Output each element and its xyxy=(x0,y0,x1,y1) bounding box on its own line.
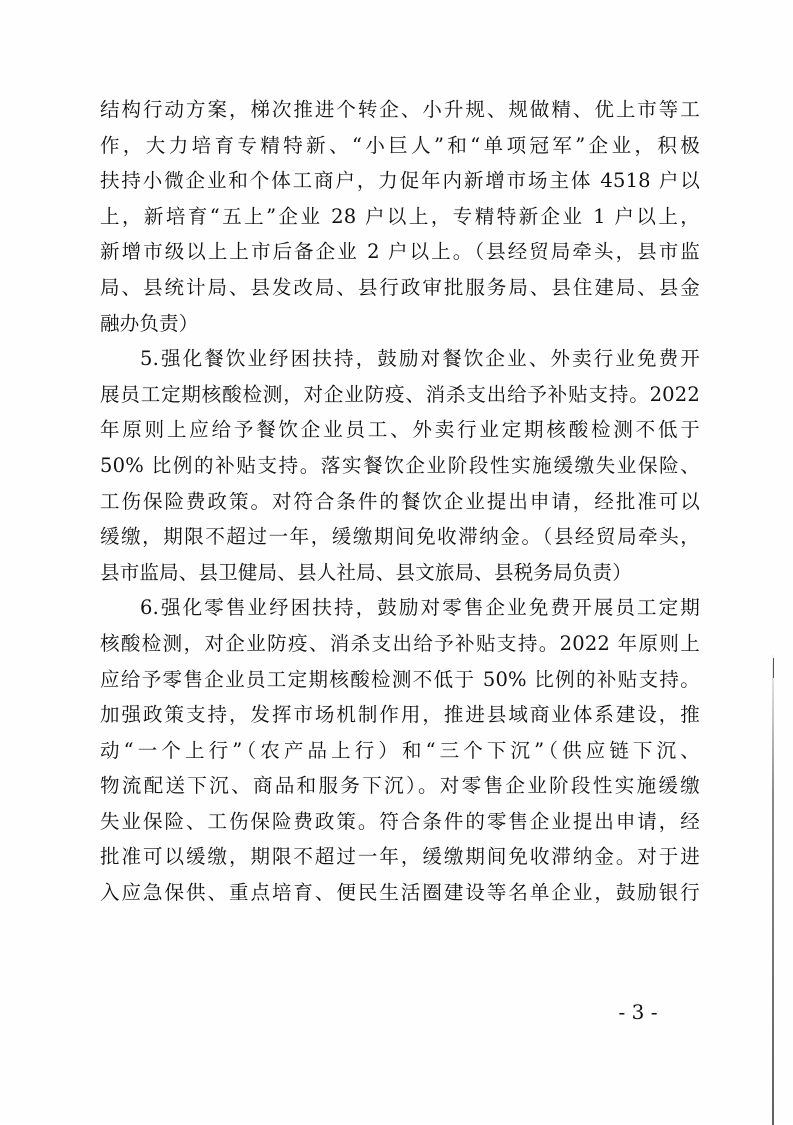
text-line: 扶持小微企业和个体工商户，力促年内新增市场主体 4518 户以 xyxy=(100,169,700,193)
text-line: 展员工定期核酸检测，对企业防疫、消杀支出给予补贴支持。2022 xyxy=(100,382,700,406)
text-line: 批准可以缓缴，期限不超过一年，缓缴期间免收滞纳金。对于进 xyxy=(100,845,700,869)
text-line: 结构行动方案，梯次推进个转企、小升规、规做精、优上市等工 xyxy=(100,98,700,121)
text-line: 核酸检测，对企业防疫、消杀支出给予补贴支持。2022 年原则上 xyxy=(100,631,700,655)
scan-edge-line xyxy=(772,655,774,1125)
text-line: 50% 比例的补贴支持。落实餐饮企业阶段性实施缓缴失业保险、 xyxy=(100,453,700,477)
text-line: 上，新培育“五上”企业 28 户以上，专精特新企业 1 户以上， xyxy=(100,204,700,228)
text-line: 动“一个上行”（农产品上行）和“三个下沉”（供应链下沉、 xyxy=(100,738,700,762)
text-line: 年原则上应给予餐饮企业员工、外卖行业定期核酸检测不低于 xyxy=(100,418,700,442)
paragraph-5-heading-line: 5.强化餐饮业纾困扶持，鼓励对餐饮企业、外卖行业免费开 xyxy=(140,347,700,371)
text-line: 局、县统计局、县发改局、县行政审批服务局、县住建局、县金 xyxy=(100,275,700,299)
text-line: 物流配送下沉、商品和服务下沉）。对零售企业阶段性实施缓缴 xyxy=(100,774,700,798)
text-line: 入应急保供、重点培育、便民生活圈建设等名单企业，鼓励银行 xyxy=(100,881,700,905)
text-line: 工伤保险费政策。对符合条件的餐饮企业提出申请，经批准可以 xyxy=(100,489,700,513)
text-line: 应给予零售企业员工定期核酸检测不低于 50% 比例的补贴支持。 xyxy=(100,667,700,691)
text-line: 县市监局、县卫健局、县人社局、县文旅局、县税务局负责） xyxy=(100,560,632,584)
text-line: 缓缴，期限不超过一年，缓缴期间免收滞纳金。（县经贸局牵头， xyxy=(100,525,700,549)
text-line: 新增市级以上上市后备企业 2 户以上。（县经贸局牵头，县市监 xyxy=(100,240,700,264)
paragraph-6-heading-line: 6.强化零售业纾困扶持，鼓励对零售企业免费开展员工定期 xyxy=(140,596,700,620)
text-line: 失业保险、工伤保险费政策。符合条件的零售企业提出申请，经 xyxy=(100,809,700,833)
text-line: 融办负责） xyxy=(100,311,199,335)
text-line: 加强政策支持，发挥市场机制作用，推进县域商业体系建设，推 xyxy=(100,703,700,727)
body-text xyxy=(100,92,700,911)
text-line: 作，大力培育专精特新、“小巨人”和“单项冠军”企业，积极 xyxy=(100,133,700,157)
scan-edge-mark xyxy=(773,658,774,678)
page-number: - 3 - xyxy=(618,1000,658,1024)
